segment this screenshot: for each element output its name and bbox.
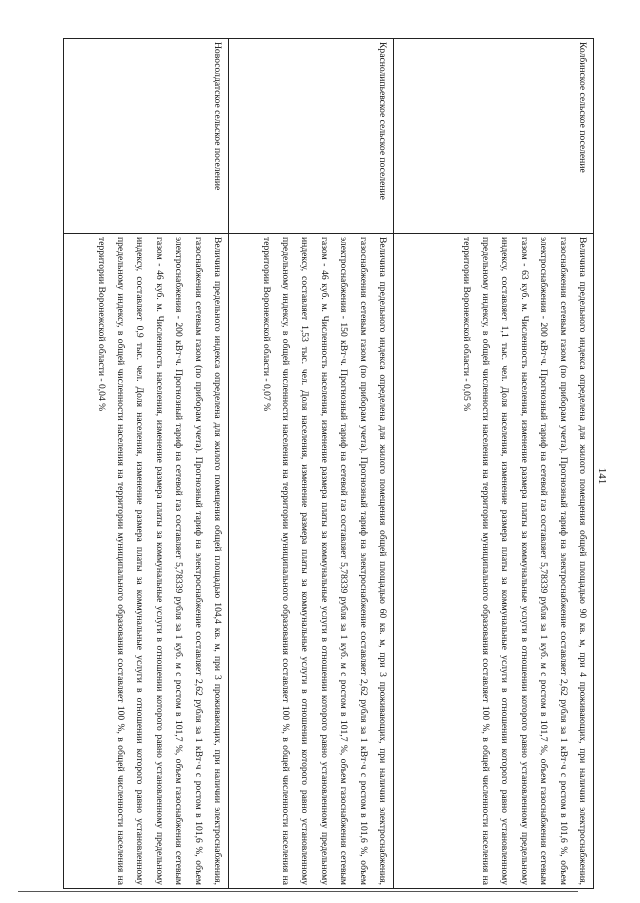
page-number: 141 (596, 467, 608, 485)
settlement-name-cell: Новосолдатское сельское поселение (64, 39, 229, 234)
rotated-content (64, 38, 594, 885)
table-row (394, 39, 594, 889)
table-row (229, 39, 394, 889)
settlement-name-cell: Краснолипьевское сельское поселение (229, 39, 394, 234)
settlements-table (63, 38, 594, 889)
settlement-name-cell: Колбинское сельское поселение (394, 39, 594, 234)
settlement-description-cell: Величина предельного индекса определена для жилого помещения общей площадью 90 кв. м, при 4 проживающих, при наличии электроснабжения, газоснабжения сетевым газом (по приборам учета). Прогнозный тариф на электроснабжение составляет 2,62 рубля за 1 кВт·ч с ростом в 101,6 %, объем электроснабжения - 200 кВт·ч. Прогнозный тариф на сетевой газ составляет 5,78339 рубля за 1 куб. м с ростом в 101,7 %, объем газоснабжения сетевым газом - 63 куб. м. Численность населения, изменение размера платы за коммунальные услуги в отношении которого равно установленному предельному индексу, составляет 1,1 тыс. чел. Доля населения, изменение размера платы за коммунальные услуги в отношении которого равно установленному предельному индексу, в общей численности населения на территории муниципального образования составляет 100 %, в общей численности населения на территории Воронежской области - 0,05 % (394, 234, 594, 889)
table-row (64, 39, 229, 889)
settlement-description-cell: Величина предельного индекса определена для жилого помещения общей площадью 60 кв. м, при 3 проживающих, при наличии электроснабжения, газоснабжения сетевым газом (по приборам учета). Прогнозный тариф на электроснабжение составляет 2,62 рубля за 1 кВт·ч с ростом в 101,6 %, объем электроснабжения - 150 кВт·ч. Прогнозный тариф на сетевой газ составляет 5,78339 рубля за 1 куб. м с ростом в 101,7 %, объем газоснабжения сетевым газом - 46 куб. м. Численность населения, изменение размера платы за коммунальные услуги в отношении которого равно установленному предельному индексу, составляет 1,53 тыс. чел. Доля населения, изменение размера платы за коммунальные услуги в отношении которого равно установленному предельному индексу, в общей численности населения на территории муниципального образования составляет 100 %, в общей численности населения на территории Воронежской области - 0,07 % (229, 234, 394, 889)
settlement-description-cell: Величина предельного индекса определена для жилого помещения общей площадью 104,4 кв. м, при 3 проживающих, при наличии электроснабжения, газоснабжения сетевым газом (по приборам учета). Прогнозный тариф на электроснабжение составляет 2,62 рубля за 1 кВт·ч с ростом в 101,6 %, объем электроснабжения - 200 кВт·ч. Прогнозный тариф на сетевой газ составляет 5,78339 рубля за 1 куб. м с ростом в 101,7 %, объем газоснабжения сетевым газом - 46 куб. м. Численность населения, изменение размера платы за коммунальные услуги в отношении которого равно установленному предельному индексу, составляет 0,9 тыс. чел. Доля населения, изменение размера платы за коммунальные услуги в отношении которого равно установленному предельному индексу, в общей численности населения на территории муниципального образования составляет 100 %, в общей численности населения на территории Воронежской области - 0,04 % (64, 234, 229, 889)
bottom-rule (18, 891, 578, 892)
document-stage (64, 38, 594, 885)
